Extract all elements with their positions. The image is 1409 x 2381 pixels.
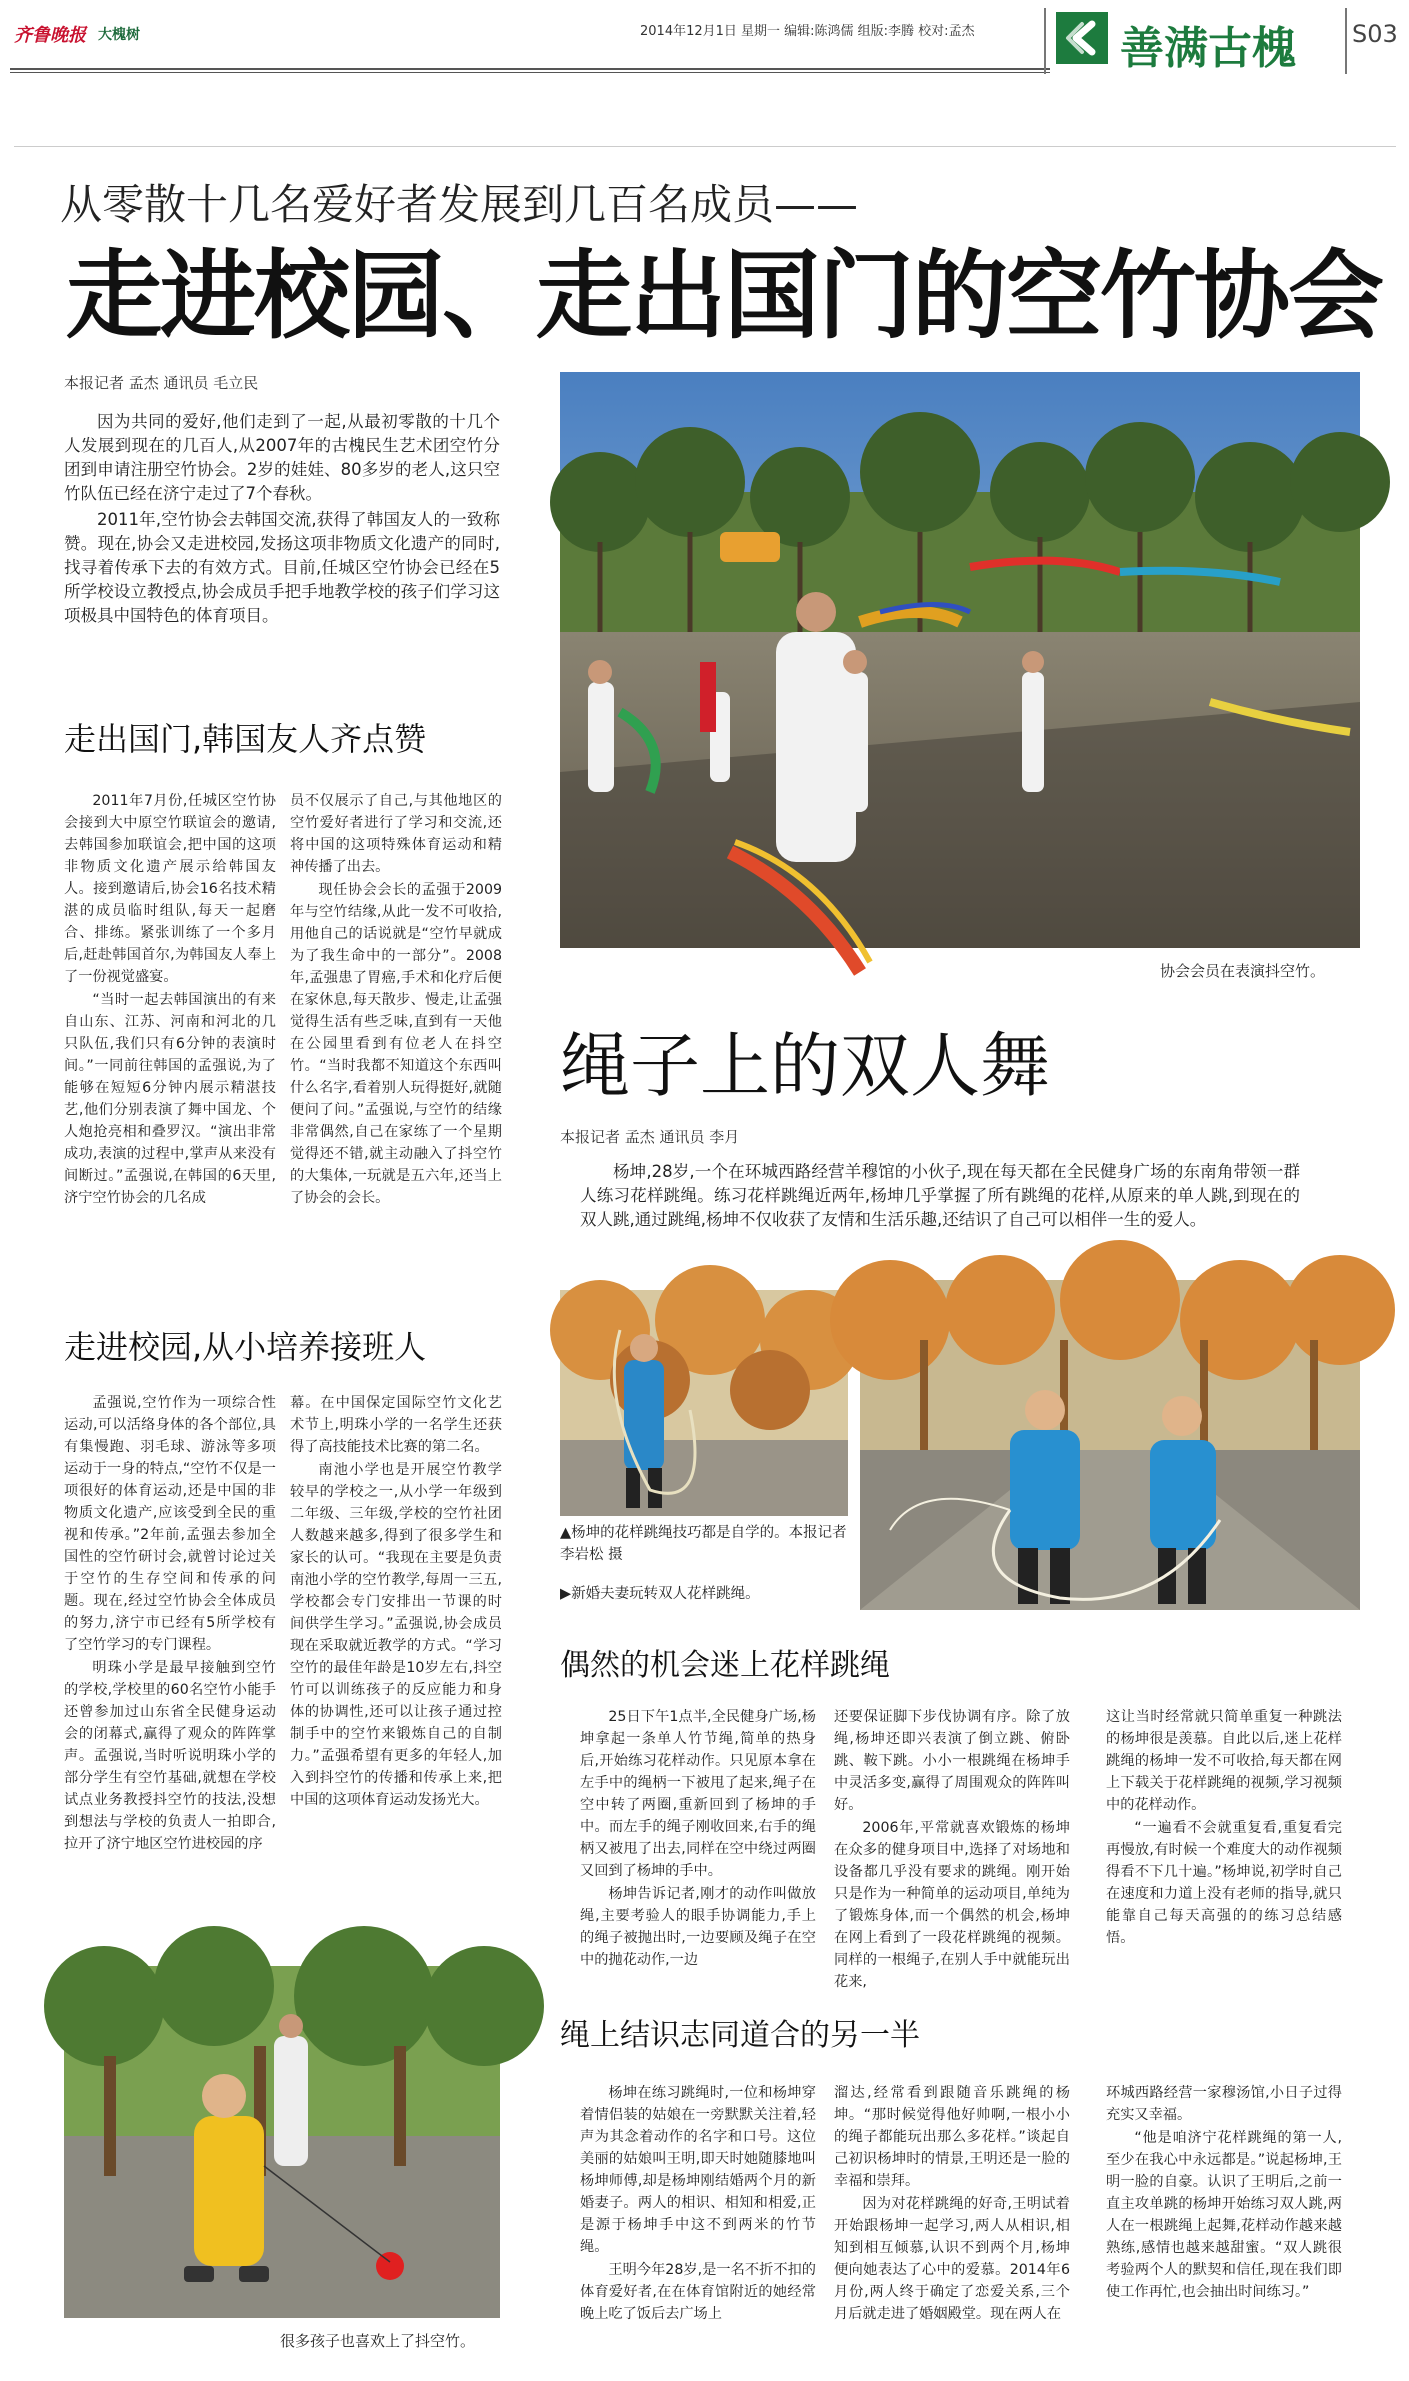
story2-section2-col2 [834,2082,1070,2372]
story2-section1-col2 [834,1706,1070,1990]
photo2-caption: 很多孩子也喜欢上了抖空竹。 [280,2332,476,2350]
page-number: S03 [1352,20,1398,48]
photo-child-kongzhu [64,1966,500,2318]
body-paragraph: “一遍看不会就重复看,重复看完再慢放,有时候一个难度大的动作视频得看不下几十遍。”杨坤说,初学时自己在速度和力道上没有老师的指导,就只能靠自己每天高强的的练习总结感悟。 [1106,1820,1342,1946]
story1-section2-col2 [290,1392,502,1948]
story1-section1-col1 [64,790,276,1310]
top-rule [14,146,1396,147]
body-paragraph: 明珠小学是最早接触到空竹的学校,学校里的60名空竹小能手还曾参加过山东省全民健身运动会的闭幕式,赢得了观众的阵阵掌声。孟强说,当时听说明珠小学的部分学生有空竹基础,就想在学校试点业务教授抖空竹的技法,没想到想法与学校的负责人一拍即合,拉开了济宁地区空竹进校园的序 [64,1660,276,1852]
header-divider-2 [1345,8,1347,74]
story1-section2-heading: 走进校园,从小培养接班人 [64,1328,427,1366]
photo3-caption: ▲杨坤的花样跳绳技巧都是自学的。本报记者 李岩松 摄 [560,1525,847,1563]
story2-title: 绳子上的双人舞 [560,1025,1050,1107]
story1-section2-col1 [64,1392,276,1948]
story2-byline: 本报记者 孟杰 通讯员 李月 [560,1128,740,1146]
photo1-caption: 协会会员在表演抖空竹。 [1160,962,1326,980]
story2-section1-heading: 偶然的机会迷上花样跳绳 [560,1648,890,1683]
story2-lead: 杨坤,28岁,一个在环城西路经营羊穆馆的小伙子,现在每天都在全民健身广场的东南角带领一群人练习花样跳绳。练习花样跳绳近两年,杨坤几乎掌握了所有跳绳的花样,从原来的单人跳,到现在的双人跳,通过跳绳,杨坤不仅收获了友情和生活乐趣,还结识了自己可以相伴一生的爱人。 [580,1162,1300,1229]
photo4-caption: ▶新婚夫妻玩转双人花样跳绳。 [560,1586,760,1602]
body-paragraph: 还要保证脚下步伐协调有序。除了放绳,杨坤还即兴表演了倒立跳、俯卧跳、鞍下跳。小小一根跳绳在杨坤手中灵活多变,赢得了周围观众的阵阵叫好。 [834,1709,1070,1813]
story1-section1-col2 [290,790,502,1310]
story2-section1-col1 [580,1706,816,1976]
edition-name: 大槐树 [98,27,140,43]
photo-solo-jump-rope [560,1290,848,1516]
story2-section2-heading: 绳上结识志同道合的另一半 [560,2018,920,2053]
body-paragraph: 2011年7月份,任城区空竹协会接到大中原空竹联谊会的邀请,去韩国参加联谊会,把中国的这项非物质文化遗产展示给韩国友人。接到邀请后,协会16名技术精湛的成员临时组队,每天一起磨合、排练。紧张训练了一个多月后,赶赴韩国首尔,为韩国友人奉上了一份视觉盛宴。 [64,793,276,985]
masthead [14,14,140,54]
story2-section2-col1 [580,2082,816,2372]
story1-title: 走进校园、走出国门的空竹协会 [66,240,1382,352]
section-name: 善满古槐 [1120,23,1296,74]
body-paragraph: 因为对花样跳绳的好奇,王明试着开始跟杨坤一起学习,两人从相识,相知到相互倾慕,认识不到两个月,杨坤便向她表达了心中的爱慕。2014年6月份,两人终于确定了恋爱关系,三个月后就走进了婚姻殿堂。现在两人在 [834,2196,1070,2322]
body-paragraph: 现任协会会长的孟强于2009年与空竹结缘,从此一发不可收拾,用他自己的话说就是“空竹早就成为了我生命中的一部分”。2008年,孟强患了胃癌,手术和化疗后便在家休息,每天散步、慢走,让孟强觉得生活有些乏味,直到有一天他在公园里看到有位老人在抖空竹。“当时我都不知道这个东西叫什么名字,看着别人玩得挺好,就随便问了问。”孟强说,与空竹的结缘非常偶然,自己在家练了一个星期觉得还不错,就主动融入了抖空竹的大集体,一玩就是五六年,还当上了协会的会长。 [290,882,502,1206]
body-paragraph: 这让当时经常就只简单重复一种跳法的杨坤很是羡慕。自此以后,迷上花样跳绳的杨坤一发不可收拾,每天都在网上下载关于花样跳绳的视频,学习视频中的花样动作。 [1106,1709,1342,1813]
body-paragraph: 溜达,经常看到跟随音乐跳绳的杨坤。“那时候觉得他好帅啊,一根小小的绳子都能玩出那么多花样。”谈起自己初识杨坤时的情景,王明还是一脸的幸福和崇拜。 [834,2085,1070,2189]
story1-byline: 本报记者 孟杰 通讯员 毛立民 [64,374,259,392]
body-paragraph: 环城西路经营一家穆汤馆,小日子过得充实又幸福。 [1106,2085,1342,2123]
body-paragraph: 25日下午1点半,全民健身广场,杨坤拿起一条单人竹节绳,简单的热身后,开始练习花样动作。只见原本拿在左手中的绳柄一下被甩了起来,绳子在空中转了两圈,重新回到了杨坤的手中。而左手的绳子刚收回来,右手的绳柄又被甩了出去,同样在空中绕过两圈又回到了杨坤的手中。 [580,1709,816,1879]
photo-couple-jump-rope [860,1280,1360,1610]
story2-section1-col3 [1106,1706,1342,1976]
lead-paragraph: 因为共同的爱好,他们走到了一起,从最初零散的十几个人发展到现在的几百人,从2007年的古槐民生艺术团空竹分团到申请注册空竹协会。2岁的娃娃、80多岁的老人,这只空竹队伍已经在济宁走过了7个春秋。 [64,412,500,503]
body-paragraph: 幕。在中国保定国际空竹文化艺术节上,明珠小学的一名学生还获得了高技能技术比赛的第二名。 [290,1395,502,1455]
lead-paragraph: 2011年,空竹协会去韩国交流,获得了韩国友人的一致称赞。现在,协会又走进校园,发扬这项非物质文化遗产的同时,找寻着传承下去的有效方式。目前,任城区空竹协会已经在5所学校设立教授点,协会成员手把手地教学校的孩子们学习这项极具中国特色的体育项目。 [64,510,500,625]
body-paragraph: 杨坤在练习跳绳时,一位和杨坤穿着情侣装的姑娘在一旁默默关注着,轻声为其念着动作的名字和口号。这位美丽的姑娘叫王明,即天时她随膝地叫杨坤师傅,却是杨坤刚结婚两个月的新婚妻子。两人的相识、相知和相爱,正是源于杨坤手中这不到两米的竹节绳。 [580,2085,816,2255]
body-paragraph: 孟强说,空竹作为一项综合性运动,可以活络身体的各个部位,具有集慢跑、羽毛球、游泳等多项运动于一身的特点,“空竹不仅是一项很好的体育运动,还是中国的非物质文化遗产,应该受到全民的重视和传承。”2年前,孟强去参加全国性的空竹研讨会,就曾讨论过关于空竹的生存空间和传承的问题。现在,经过空竹协会全体成员的努力,济宁市已经有5所学校有了空竹学习的专门课程。 [64,1395,276,1653]
body-paragraph: 员不仅展示了自己,与其他地区的空竹爱好者进行了学习和交流,还将中国的这项特殊体育运动和精神传播了出去。 [290,793,502,875]
body-paragraph: “当时一起去韩国演出的有来自山东、江苏、河南和河北的几只队伍,我们只有6分钟的表演时间。”一同前往韩国的孟强说,为了能够在短短6分钟内展示精湛技艺,他们分别表演了舞中国龙、个人炮抢亮相和叠罗汉。“演出非常成功,表演的过程中,掌声从来没有间断过。”孟强说,在韩国的6天里,济宁空竹协会的几名成 [64,992,276,1206]
body-paragraph: 南池小学也是开展空竹教学较早的学校之一,从小学一年级到二年级、三年级,学校的空竹社团人数越来越多,得到了很多学生和家长的认可。“我现在主要是负责南池小学的空竹教学,每周一三五,学校都会专门安排出一节课的时间供学生学习。”孟强说,协会成员现在采取就近教学的方式。“学习空竹的最佳年龄是10岁左右,抖空竹可以训练孩子的反应能力和身体的协调性,还可以让孩子通过控制手中的空竹来锻炼自己的自制力。”孟强希望有更多的年轻人,加入到抖空竹的传播和传承上来,把中国的这项体育运动发扬光大。 [290,1462,502,1808]
paper-name: 齐鲁晚报 [14,25,86,46]
body-paragraph: 2006年,平常就喜欢锻炼的杨坤在众多的健身项目中,选择了对场地和设备都几乎没有要求的跳绳。刚开始只是作为一种简单的运动项目,单纯为了锻炼身体,而一个偶然的机会,杨坤在网上看到了一段花样跳绳的视频。同样的一根绳子,在别人手中就能玩出花来, [834,1820,1070,1990]
body-paragraph: “他是咱济宁花样跳绳的第一人,至少在我心中永远都是。”说起杨坤,王明一脸的自豪。认识了王明后,之前一直主攻单跳的杨坤开始练习双人跳,两人在一根跳绳上起舞,花样动作越来越熟练,感情也越来越甜蜜。“双人跳很考验两个人的默契和信任,现在我们即使工作再忙,也会抽出时间练习。” [1106,2130,1342,2300]
story1-lead [64,410,500,660]
story1-section1-heading: 走出国门,韩国友人齐点赞 [64,720,427,758]
story1-kicker: 从零散十几名爱好者发展到几百名成员—— [60,180,859,229]
section-logo-icon [1056,12,1108,64]
header-rule-thin [10,72,1050,73]
issue-meta: 2014年12月1日 星期一 编辑:陈鸿儒 组版:李腾 校对:孟杰 [640,24,975,39]
body-paragraph: 王明今年28岁,是一名不折不扣的体育爱好者,在在体育馆附近的她经常晚上吃了饭后去广场上 [580,2262,816,2322]
header-rule [10,68,1050,70]
story2-section2-col3 [1106,2082,1342,2372]
header-divider [1044,8,1046,74]
photo-kongzhu-performance [560,372,1360,948]
body-paragraph: 杨坤告诉记者,刚才的动作叫做放绳,主要考验人的眼手协调能力,手上的绳子被抛出时,一边要顾及绳子在空中的抛花动作,一边 [580,1886,816,1968]
